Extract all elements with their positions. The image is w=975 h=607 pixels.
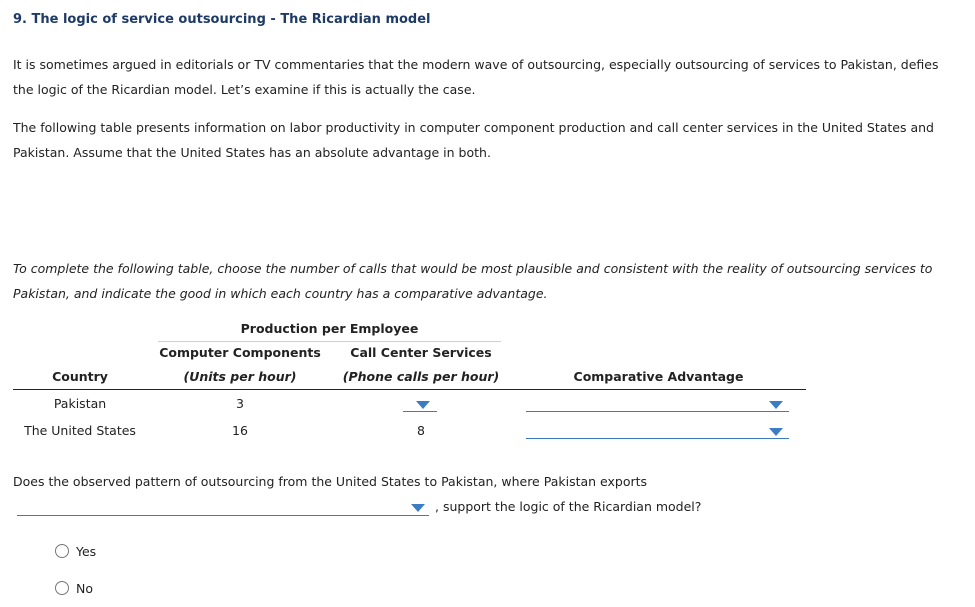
dropdown-underline xyxy=(526,411,789,412)
table-description-paragraph: The following table presents information on labor productivity in computer component production and call center services in the United States and Pakistan. Assume that the United States has an absolute advantage in both. xyxy=(13,120,934,160)
dropdown-underline xyxy=(403,411,437,412)
col-calls-unit: (Phone calls per hour) xyxy=(342,369,500,384)
option-no-label: No xyxy=(76,581,93,596)
intro-paragraph: It is sometimes argued in editorials or TV commentaries that the modern wave of outsourcing, especially outsourcing of services to Pakistan, defies the logic of the Ricardian model. Let’s examine if this is actually the case. xyxy=(13,57,939,97)
radio-no[interactable] xyxy=(55,581,69,595)
question-title: 9. The logic of service outsourcing - The Ricardian model xyxy=(13,12,431,27)
row-pakistan-country: Pakistan xyxy=(53,396,107,411)
row-us-country: The United States xyxy=(24,423,136,438)
table-header-rule xyxy=(13,389,806,390)
col-calls-header: Call Center Services xyxy=(350,345,492,360)
dropdown-underline xyxy=(17,515,429,516)
option-yes-label: Yes xyxy=(76,544,97,559)
col-computer-unit: (Units per hour) xyxy=(183,369,297,384)
us-advantage-dropdown[interactable] xyxy=(526,423,789,443)
group-header: Production per Employee xyxy=(240,321,419,336)
chevron-down-icon xyxy=(416,401,430,409)
col-computer-header: Computer Components xyxy=(159,345,321,360)
row-us-computer: 16 xyxy=(232,423,248,438)
instructions-paragraph: To complete the following table, choose the number of calls that would be most plausible and consistent with the reality of outsourcing services to Pakistan, and indicate the good in which each country has a comparative advantage. xyxy=(13,261,933,301)
row-us-calls: 8 xyxy=(417,423,425,438)
followup-suffix: , support the logic of the Ricardian model? xyxy=(435,499,702,514)
followup-prefix: Does the observed pattern of outsourcing from the United States to Pakistan, where Pakistan exports xyxy=(13,474,648,489)
radio-yes[interactable] xyxy=(55,544,69,558)
group-header-rule xyxy=(158,341,501,342)
col-advantage-header: Comparative Advantage xyxy=(573,369,744,384)
col-country-header: Country xyxy=(52,369,108,384)
chevron-down-icon xyxy=(769,428,783,436)
chevron-down-icon xyxy=(411,504,425,512)
pakistan-advantage-dropdown[interactable] xyxy=(526,396,789,416)
row-pakistan-computer: 3 xyxy=(236,396,244,411)
pakistan-calls-dropdown[interactable] xyxy=(403,396,437,416)
chevron-down-icon xyxy=(769,401,783,409)
dropdown-underline xyxy=(526,438,789,439)
export-good-dropdown[interactable] xyxy=(17,499,429,519)
